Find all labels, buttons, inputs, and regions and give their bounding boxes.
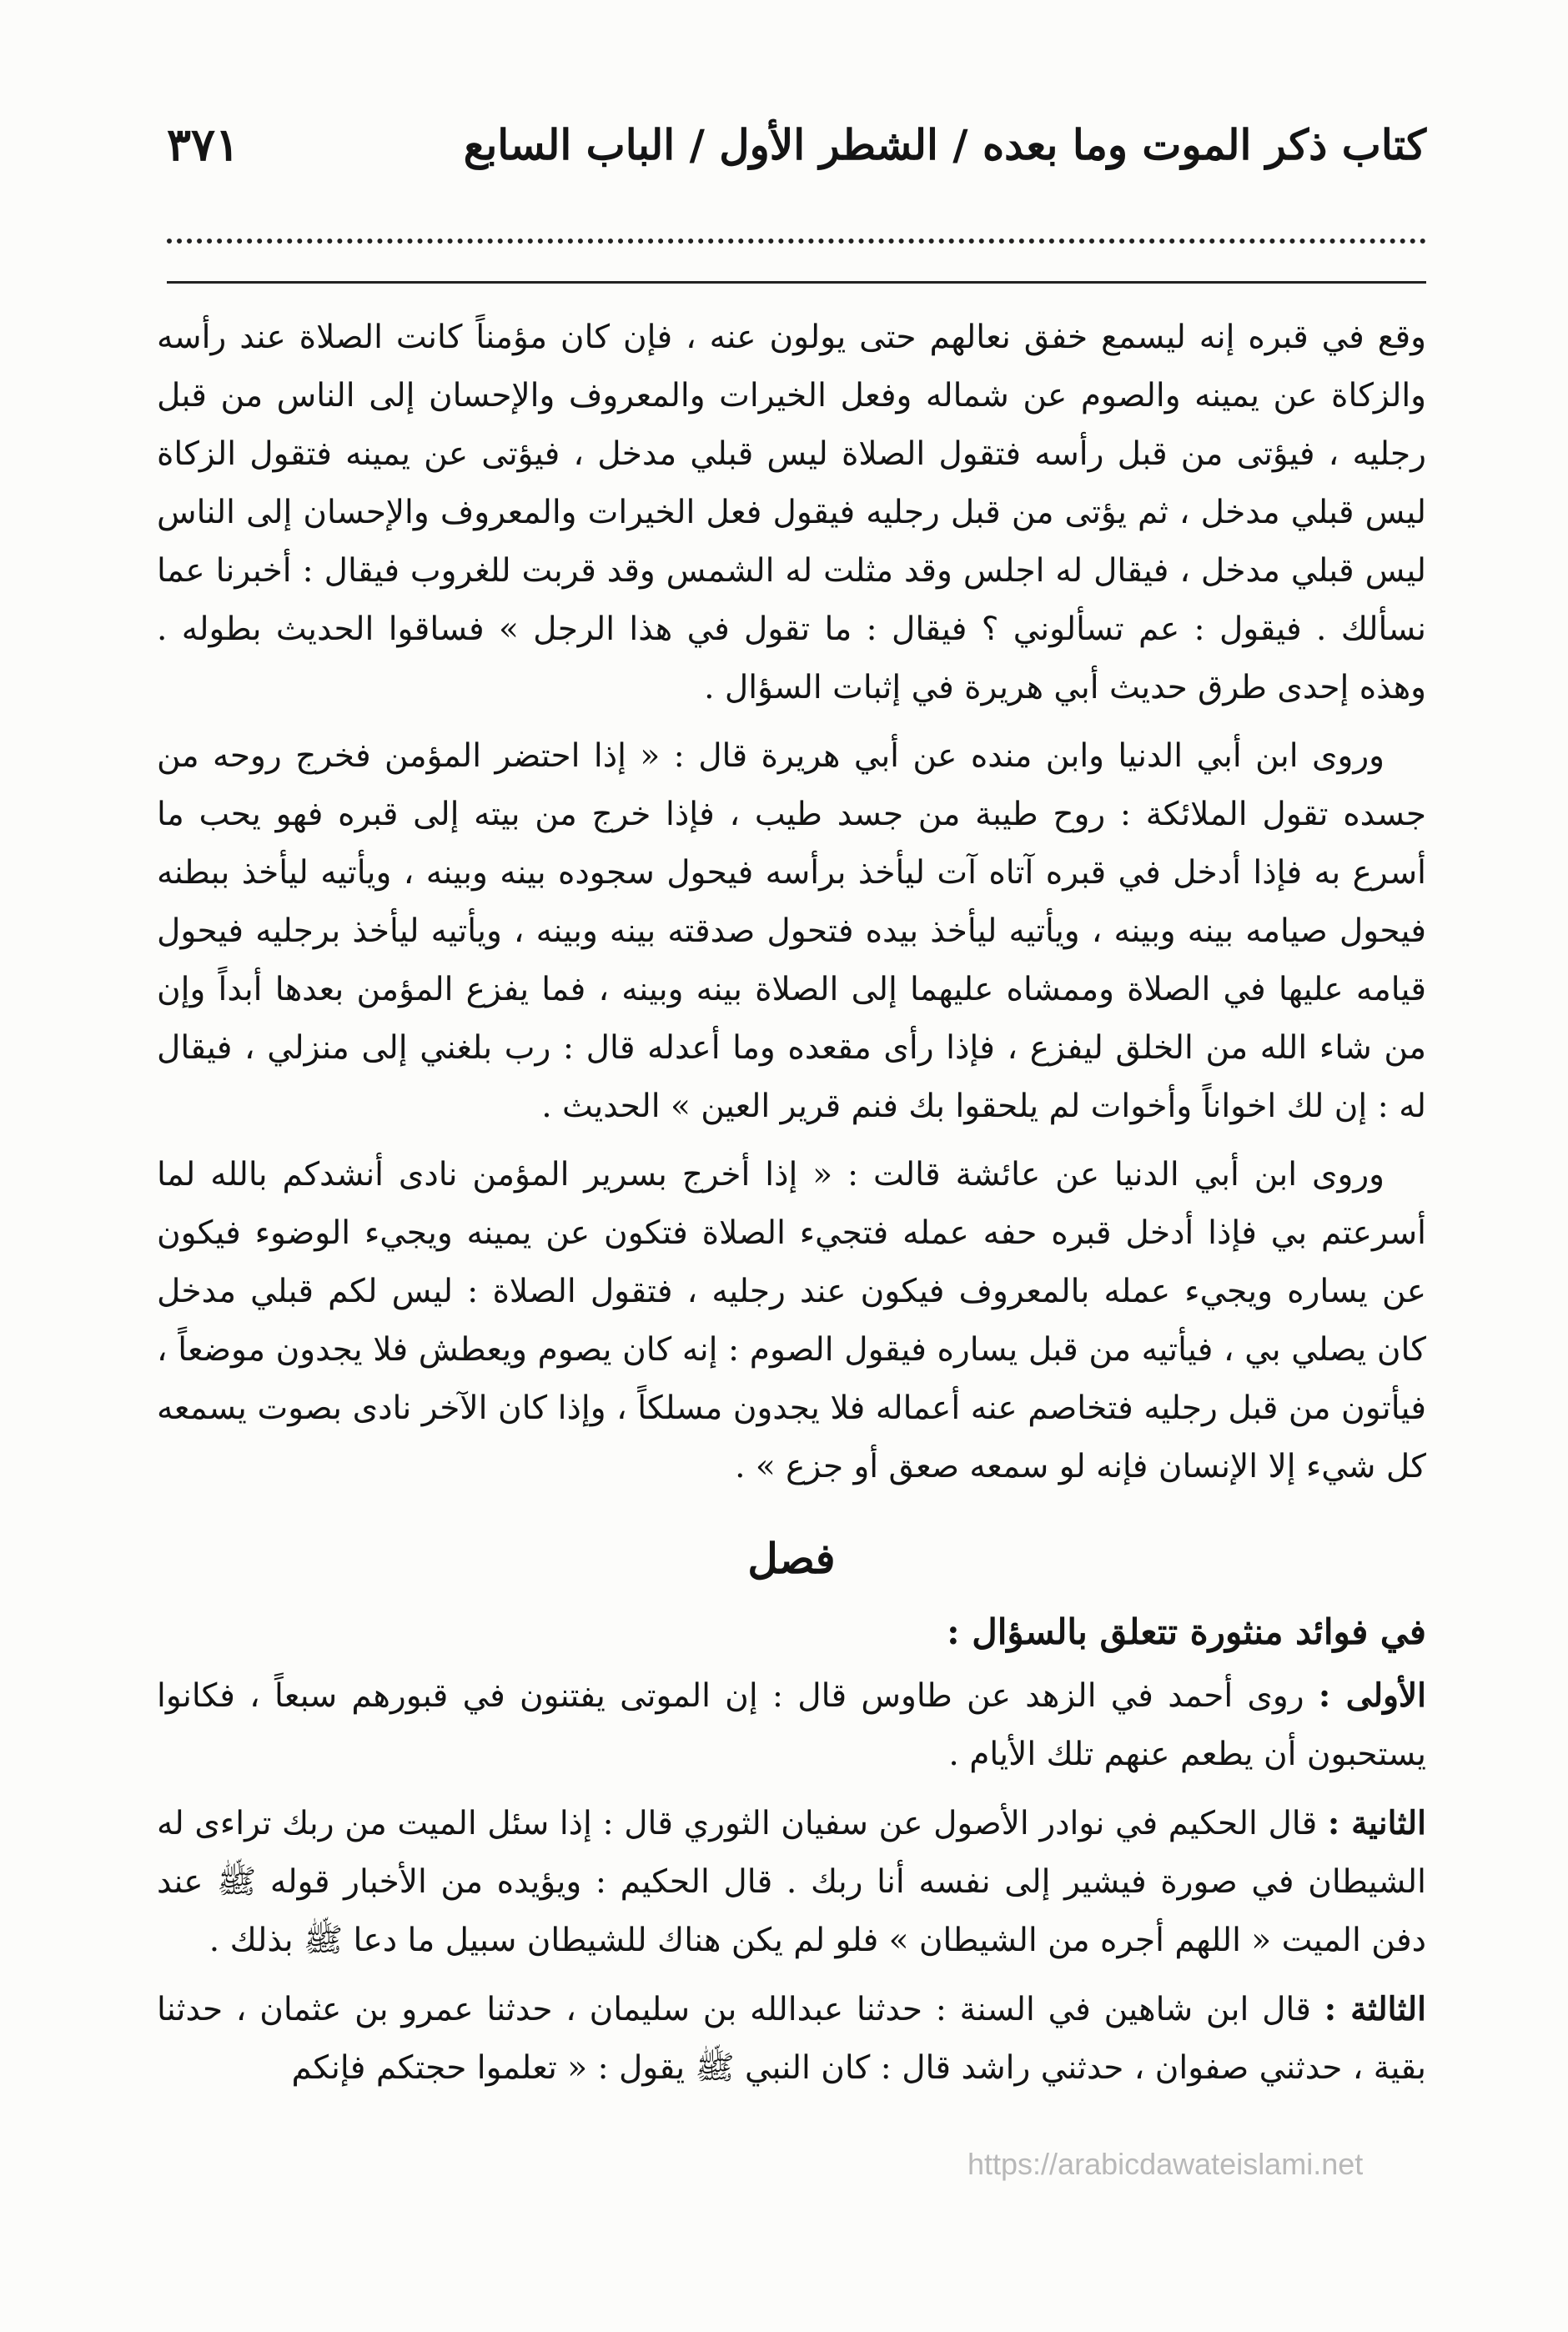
paragraph-2: وروى ابن أبي الدنيا وابن منده عن أبي هريرة قال : « إذا احتضر المؤمن فخرج روحه من جسده تقول الملائكة : روح طيبة من جسد طيب ، فإذا خرج من بيته إلى قبره فهو يحب ما أسرع به فإذا أدخل في قبره آتاه آت ليأخذ برأسه فيحول سجوده بينه وبينه ، ويأتيه ليأخذ ببطنه فيحول صيامه بينه وبينه ، ويأتيه ليأخذ بيده فتحول صدقته بينه وبينه ، ويأتيه ليأخذ برجليه فيحول قيامه عليها في الصلاة وممشاه عليهما إلى الصلاة بينه وبينه ، فما يفزع المؤمن بعدها أبداً وإن من شاء الله من الخلق ليفزع ، فإذا رأى مقعده وما أعدله قال : رب بلغني إلى منزلي ، فيقال له : إن لك اخواناً وأخوات لم يلحقوا بك فنم قرير العين » الحديث . xyxy=(157,737,1426,1125)
item-term: الأولى : xyxy=(1318,1676,1426,1715)
paragraph-3: وروى ابن أبي الدنيا عن عائشة قالت : « إذا أخرج بسرير المؤمن نادى أنشدكم بالله لما أسرعتم بي فإذا أدخل قبره حفه عمله فتجيء الصلاة فتكون عن يمينه ويجيء الوضوء فيكون عن يساره ويجيء عمله بالمعروف فيكون عند رجليه ، فتقول الصلاة : ليس لكم قبلي مدخل كان يصلي بي ، فيأتيه من قبل يساره فيقول الصوم : إنه كان يصوم ويعطش فلا يجدون موضعاً ، فيأتون من قبل رجليه فتخاصم عنه أعماله فلا يجدون مسلكاً ، وإذا كان الآخر نادى بصوت يسمعه كل شيء إلا الإنسان فإنه لو سمعه صعق أو جزع » . xyxy=(157,1156,1426,1485)
dotted-divider xyxy=(167,239,1426,244)
item-2 xyxy=(157,1794,1426,1970)
item-1 xyxy=(157,1666,1426,1784)
item-term: الثانية : xyxy=(1327,1804,1426,1842)
paragraph-1: وقع في قبره إنه ليسمع خفق نعالهم حتى يولون عنه ، فإن كان مؤمناً كانت الصلاة عند رأسه والزكاة عن يمينه والصوم عن شماله وفعل الخيرات والمعروف والإحسان إلى الناس من قبل رجليه ، فيؤتى من قبل رأسه فتقول الصلاة ليس قبلي مدخل ، فيؤتى عن يمينه فتقول الزكاة ليس قبلي مدخل ، ثم يؤتى من قبل رجليه فيقول فعل الخيرات والمعروف والإحسان إلى الناس ليس قبلي مدخل ، فيقال له اجلس وقد مثلت له الشمس وقد قربت للغروب فيقال : أخبرنا عما نسألك . فيقول : عم تسألوني ؟ فيقال : ما تقول في هذا الرجل » فساقوا الحديث بطوله . وهذه إحدى طرق حديث أبي هريرة في إثبات السؤال . xyxy=(157,319,1426,706)
solid-divider xyxy=(167,281,1426,284)
page-header xyxy=(167,107,1426,182)
running-title: كتاب ذكر الموت وما بعده / الشطر الأول / الباب السابع xyxy=(463,119,1426,169)
item-text: قال ابن شاهين في السنة : حدثنا عبدالله بن سليمان ، حدثنا عمرو بن عثمان ، حدثنا بقية ، حدثني صفوان ، حدثني راشد قال : كان النبي ﷺ يقول : « تعلموا حجتكم فإنكم xyxy=(157,1991,1426,2087)
item-term: الثالثة : xyxy=(1324,1990,1426,2028)
item-text: قال الحكيم في نوادر الأصول عن سفيان الثوري قال : إذا سئل الميت من ربك تراءى له الشيطان في صورة فيشير إلى نفسه أنا ربك . قال الحكيم : ويؤيده من الأخبار قوله ﷺ عند دفن الميت « اللهم أجره من الشيطان » فلو لم يكن هناك للشيطان سبيل ما دعا ﷺ بذلك . xyxy=(157,1805,1426,1959)
section-subtitle: في فوائد منثورة تتعلق بالسؤال : xyxy=(947,1611,1426,1652)
section-title: فصل xyxy=(747,1534,836,1583)
item-text: روى أحمد في الزهد عن طاوس قال : إن الموتى يفتنون في قبورهم سبعاً ، فكانوا يستحبون أن يطعم عنهم تلك الأيام . xyxy=(157,1677,1426,1773)
item-3 xyxy=(157,1980,1426,2098)
watermark-url: https://arabicdawateislami.net xyxy=(967,2147,1364,2181)
page-body xyxy=(157,309,1426,2108)
page-number: ٣٧١ xyxy=(167,118,240,171)
